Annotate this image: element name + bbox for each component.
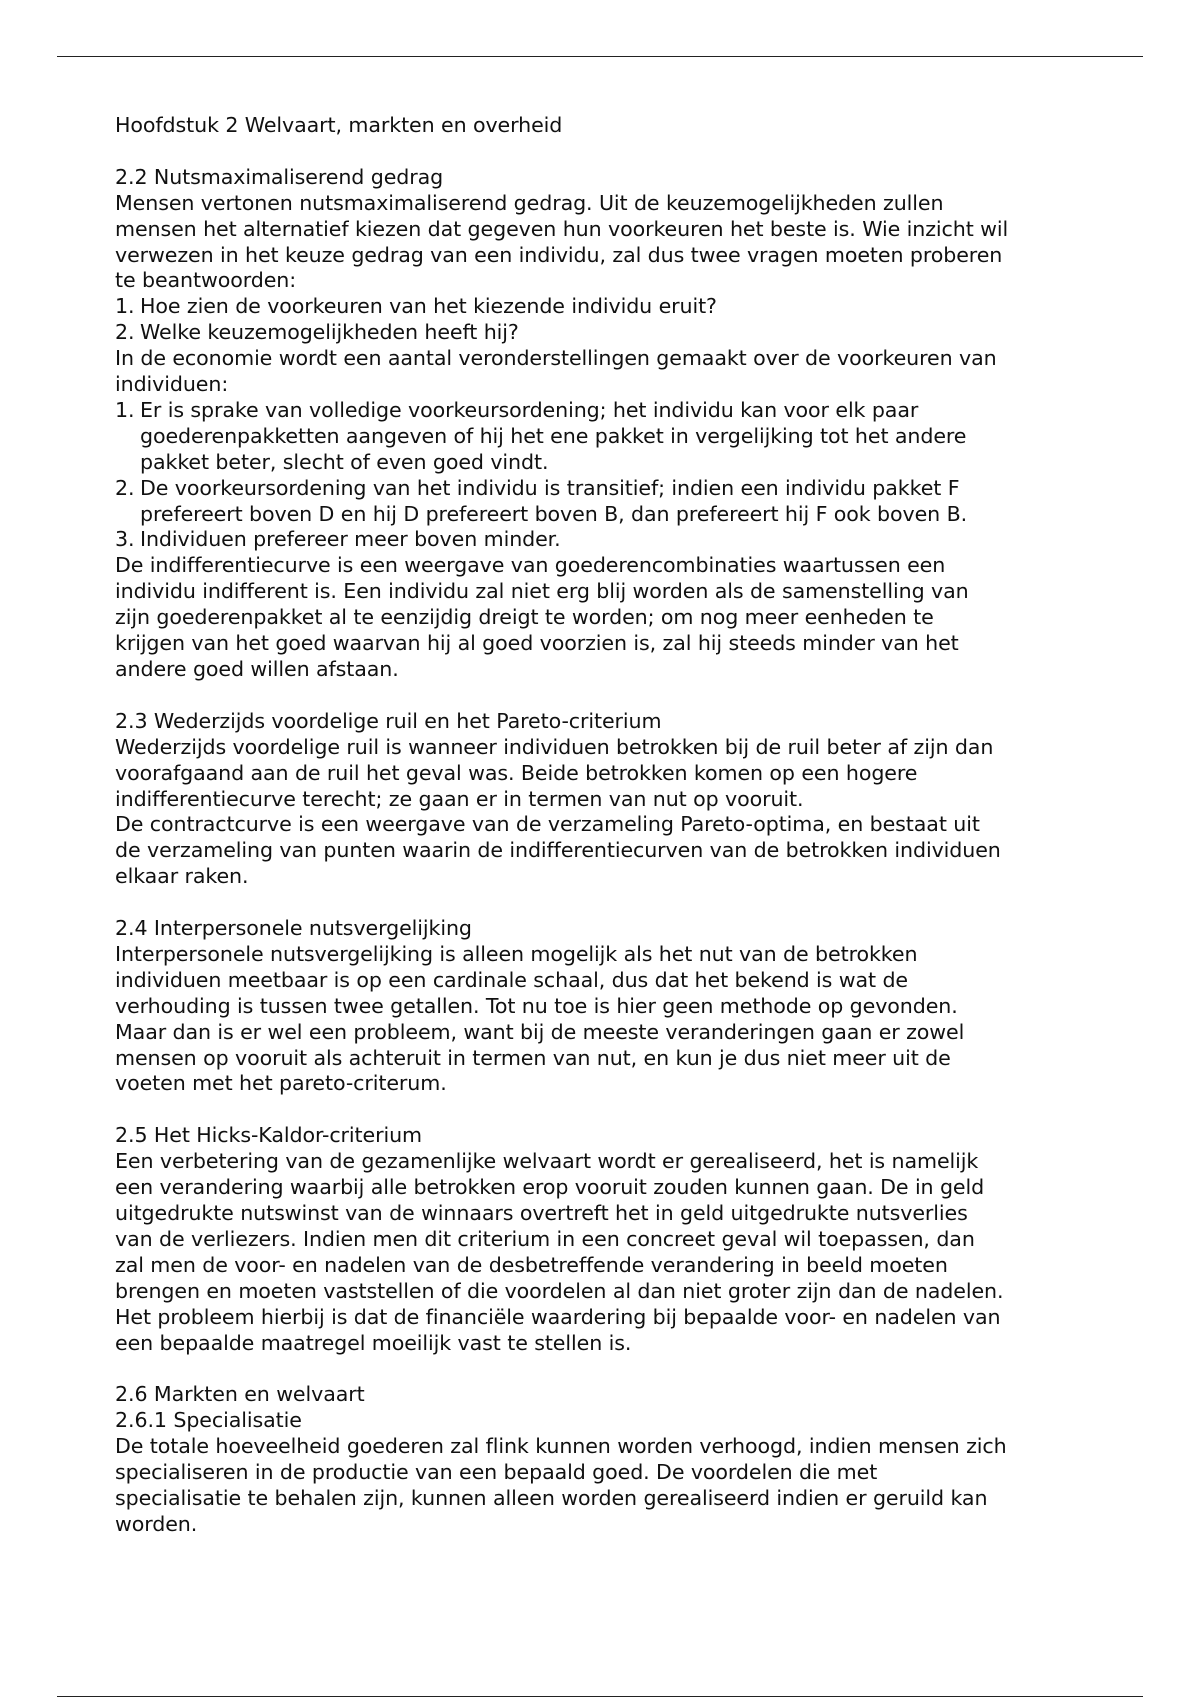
paragraph-line: voorafgaand aan de ruil het geval was. Beide betrokken komen op een hogere — [115, 760, 918, 785]
paragraph-line: Mensen vertonen nutsmaximaliserend gedrag. Uit de keuzemogelijkheden zullen — [115, 190, 944, 215]
section-2-5-body — [115, 1149, 1115, 1356]
paragraph-line: voeten met het pareto-criterum. — [115, 1071, 447, 1096]
list-item-text: De voorkeursordening van het individu is transitief; indien een individu pakket F — [140, 475, 960, 500]
paragraph-line: de verzameling van punten waarin de indifferentiecurven van de betrokken individuen — [115, 838, 1001, 863]
list-item-text: goederenpakketten aangeven of hij het ene pakket in vergelijking tot het andere — [140, 423, 967, 448]
paragraph-line: een bepaalde maatregel moeilijk vast te stellen is. — [115, 1330, 632, 1355]
paragraph-line: In de economie wordt een aantal veronderstellingen gemaakt over de voorkeuren van — [115, 346, 997, 371]
paragraph-line: mensen het alternatief kiezen dat gegeven hun voorkeuren het beste is. Wie inzicht wil — [115, 216, 1009, 241]
paragraph-line: verwezen in het keuze gedrag van een individu, zal dus twee vragen moeten proberen — [115, 242, 1003, 267]
list-item-text: prefereert boven D en hij D prefereert boven B, dan prefereert hij F ook boven B. — [140, 501, 968, 526]
paragraph-line: worden. — [115, 1511, 198, 1536]
list-item — [115, 476, 1115, 528]
paragraph-line: De indifferentiecurve is een weergave van goederencombinaties waartussen een — [115, 553, 946, 578]
list-item — [115, 398, 1115, 476]
paragraph-line: Het probleem hierbij is dat de financiële waardering bij bepaalde voor- en nadelen van — [115, 1304, 1001, 1329]
paragraph-line: Wederzijds voordelige ruil is wanneer individuen betrokken bij de ruil beter af zijn dan — [115, 734, 994, 759]
list-item — [115, 320, 1115, 346]
paragraph-line: individu indifferent is. Een individu zal niet erg blij worden als de samenstelling van — [115, 579, 969, 604]
list-item-text: Welke keuzemogelijkheden heeft hij? — [140, 320, 519, 345]
list-number: 1. — [115, 397, 135, 422]
paragraph-line: elkaar raken. — [115, 864, 249, 889]
top-rule — [57, 56, 1143, 57]
paragraph-line: individuen meetbaar is op een cardinale schaal, dus dat het bekend is wat de — [115, 967, 908, 992]
document-body — [115, 113, 1115, 1538]
section-heading-2-2: 2.2 Nutsmaximaliserend gedrag — [115, 164, 444, 189]
spacer — [115, 890, 1115, 916]
section-2-2-middle — [115, 346, 1115, 398]
paragraph-line: te beantwoorden: — [115, 268, 297, 293]
paragraph-line: individuen: — [115, 372, 229, 397]
paragraph-line: Interpersonele nutsvergelijking is alleen mogelijk als het nut van de betrokken — [115, 941, 918, 966]
paragraph-line: specialiseren in de productie van een bepaald goed. De voordelen die met — [115, 1460, 878, 1485]
list-number: 1. — [115, 294, 135, 319]
spacer — [115, 683, 1115, 709]
list-item-text: pakket beter, slecht of even goed vindt. — [140, 449, 549, 474]
paragraph-line: De contractcurve is een weergave van de verzameling Pareto-optima, en bestaat uit — [115, 812, 980, 837]
section-heading-2-3: 2.3 Wederzijds voordelige ruil en het Pareto-criterium — [115, 708, 662, 733]
paragraph-line: indifferentiecurve terecht; ze gaan er in termen van nut op vooruit. — [115, 786, 804, 811]
section-2-4-body — [115, 942, 1115, 1097]
paragraph-line: een verandering waarbij alle betrokken erop vooruit zouden kunnen gaan. De in geld — [115, 1175, 985, 1200]
list-number: 2. — [115, 475, 135, 500]
paragraph-line: van de verliezers. Indien men dit criterium in een concreet geval wil toepassen, dan — [115, 1226, 975, 1251]
paragraph-line: De totale hoeveelheid goederen zal flink kunnen worden verhoogd, indien mensen zich — [115, 1434, 1007, 1459]
spacer — [115, 139, 1115, 165]
section-2-3-body — [115, 735, 1115, 890]
spacer — [115, 1097, 1115, 1123]
list-item-text: Er is sprake van volledige voorkeursordening; het individu kan voor elk paar — [140, 397, 919, 422]
paragraph-line: zal men de voor- en nadelen van de desbetreffende verandering in beeld moeten — [115, 1252, 948, 1277]
assumptions-list — [115, 398, 1115, 553]
paragraph-line: andere goed willen afstaan. — [115, 657, 399, 682]
subsection-heading-2-6-1: 2.6.1 Specialisatie — [115, 1408, 302, 1433]
bottom-rule — [57, 1696, 1143, 1697]
section-heading-2-6: 2.6 Markten en welvaart — [115, 1382, 365, 1407]
section-heading-2-5: 2.5 Het Hicks-Kaldor-criterium — [115, 1123, 422, 1148]
section-2-2-closing — [115, 553, 1115, 683]
paragraph-line: verhouding is tussen twee getallen. Tot nu toe is hier geen methode op gevonden. — [115, 993, 958, 1018]
list-number: 2. — [115, 320, 135, 345]
paragraph-line: uitgedrukte nutswinst van de winnaars overtreft het in geld uitgedrukte nutsverlies — [115, 1201, 968, 1225]
section-2-2-intro — [115, 191, 1115, 295]
questions-list — [115, 294, 1115, 346]
paragraph-line: mensen op vooruit als achteruit in termen van nut, en kun je dus niet meer uit de — [115, 1045, 951, 1070]
paragraph-line: Een verbetering van de gezamenlijke welvaart wordt er gerealiseerd, het is namelijk — [115, 1149, 979, 1174]
list-item-text: Individuen prefereer meer boven minder. — [140, 527, 561, 552]
paragraph-line: krijgen van het goed waarvan hij al goed voorzien is, zal hij steeds minder van het — [115, 631, 959, 656]
section-heading-2-4: 2.4 Interpersonele nutsvergelijking — [115, 916, 472, 941]
list-item — [115, 294, 1115, 320]
paragraph-line: Maar dan is er wel een probleem, want bij de meeste veranderingen gaan er zowel — [115, 1019, 965, 1044]
paragraph-line: brengen en moeten vaststellen of die voordelen al dan niet groter zijn dan de nadelen. — [115, 1278, 1004, 1303]
list-item — [115, 527, 1115, 553]
section-2-6-body — [115, 1434, 1115, 1538]
spacer — [115, 1356, 1115, 1382]
document-title: Hoofdstuk 2 Welvaart, markten en overheid — [115, 113, 563, 137]
paragraph-line: specialisatie te behalen zijn, kunnen alleen worden gerealiseerd indien er geruild kan — [115, 1485, 988, 1510]
paragraph-line: zijn goederenpakket al te eenzijdig dreigt te worden; om nog meer eenheden te — [115, 605, 934, 630]
list-number: 3. — [115, 527, 135, 552]
list-item-text: Hoe zien de voorkeuren van het kiezende individu eruit? — [140, 294, 717, 319]
